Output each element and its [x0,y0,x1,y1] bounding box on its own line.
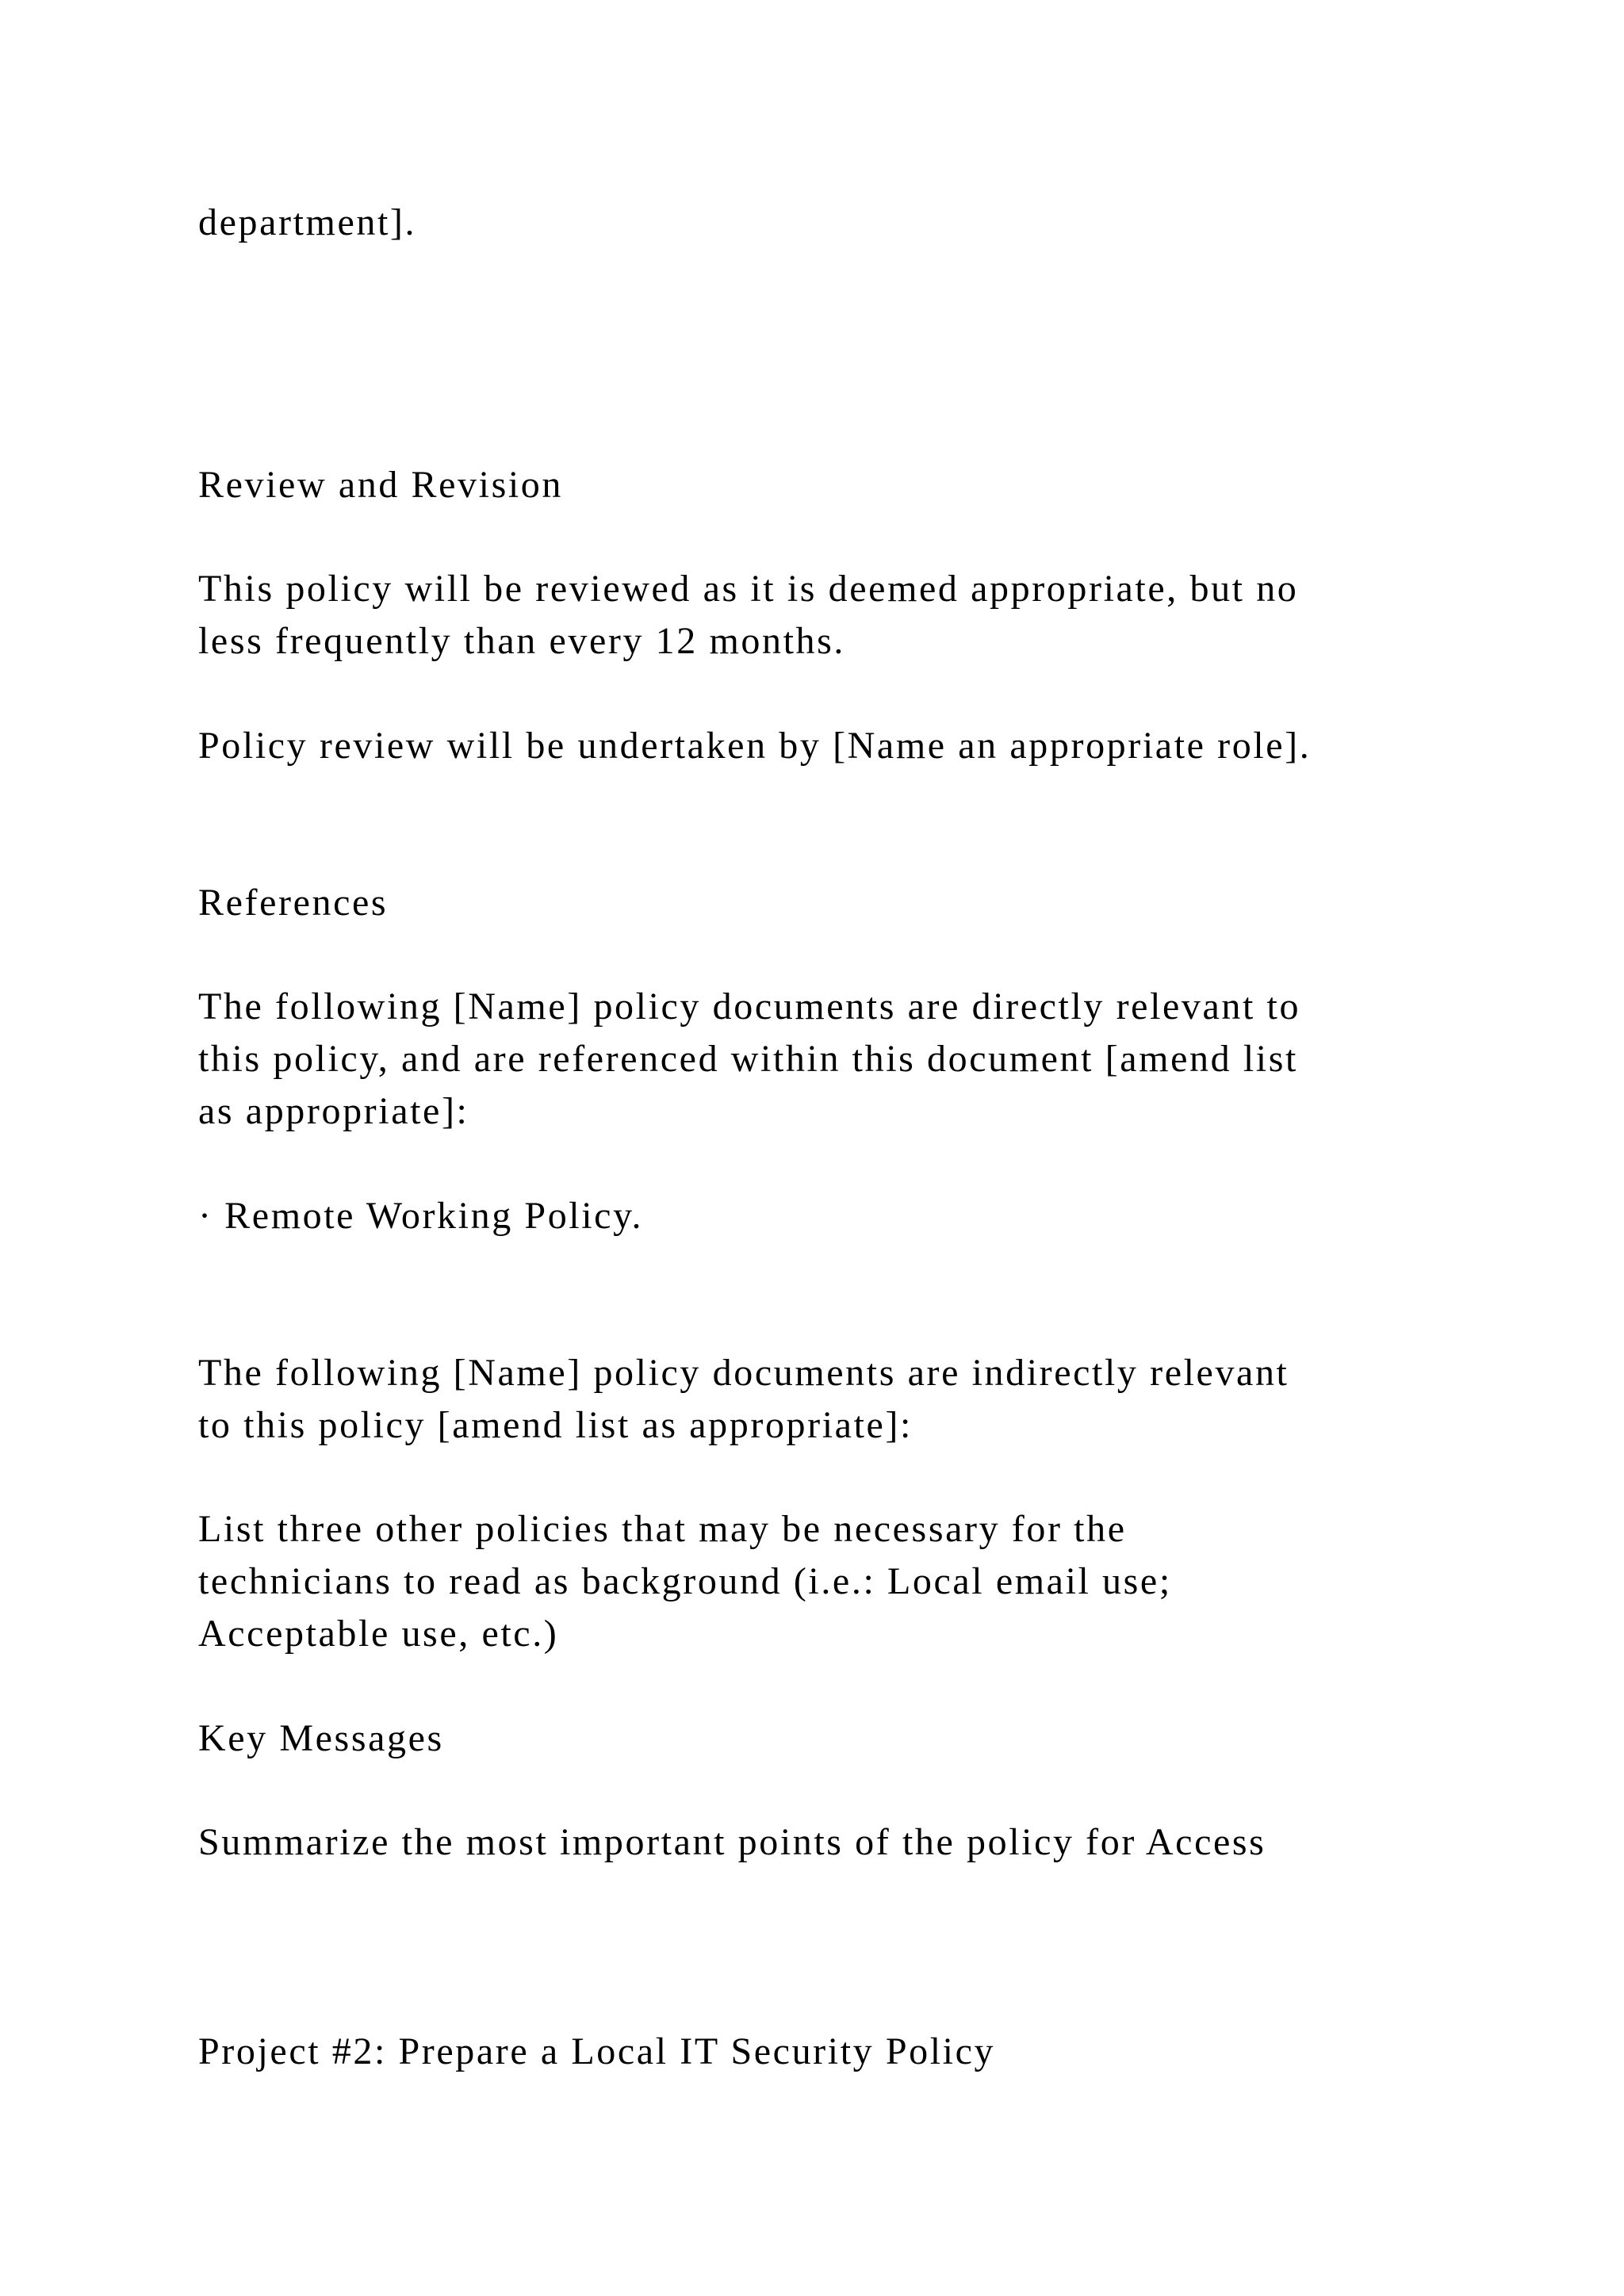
list-item-remote-working-policy: · Remote Working Policy. [198,1195,644,1237]
text-line-summarize: Summarize the most important points of the policy for Access [198,1821,1266,1863]
text-line-list-three-2: technicians to read as background (i.e.: Local email use; [198,1560,1172,1602]
heading-key-messages: Key Messages [198,1717,444,1759]
text-line-review-2: less frequently than every 12 months. [198,620,846,662]
text-line-review-1: This policy will be reviewed as it is deemed appropriate, but no [198,568,1299,610]
text-line-directly-relevant-2: this policy, and are referenced within this document [amend list [198,1038,1298,1080]
heading-review-and-revision: Review and Revision [198,464,564,506]
text-line-directly-relevant-3: as appropriate]: [198,1090,469,1132]
text-line-policy-review: Policy review will be undertaken by [Name an appropriate role]. [198,725,1312,767]
heading-references: References [198,882,389,924]
text-line-indirectly-relevant-1: The following [Name] policy documents are indirectly relevant [198,1352,1289,1394]
text-line-list-three-1: List three other policies that may be necessary for the [198,1508,1127,1550]
text-line-department: department]. [198,201,417,243]
text-line-directly-relevant-1: The following [Name] policy documents are directly relevant to [198,985,1301,1027]
heading-project-2: Project #2: Prepare a Local IT Security Policy [198,2030,996,2072]
text-line-list-three-3: Acceptable use, etc.) [198,1613,559,1655]
text-line-indirectly-relevant-2: to this policy [amend list as appropriate]: [198,1404,913,1446]
